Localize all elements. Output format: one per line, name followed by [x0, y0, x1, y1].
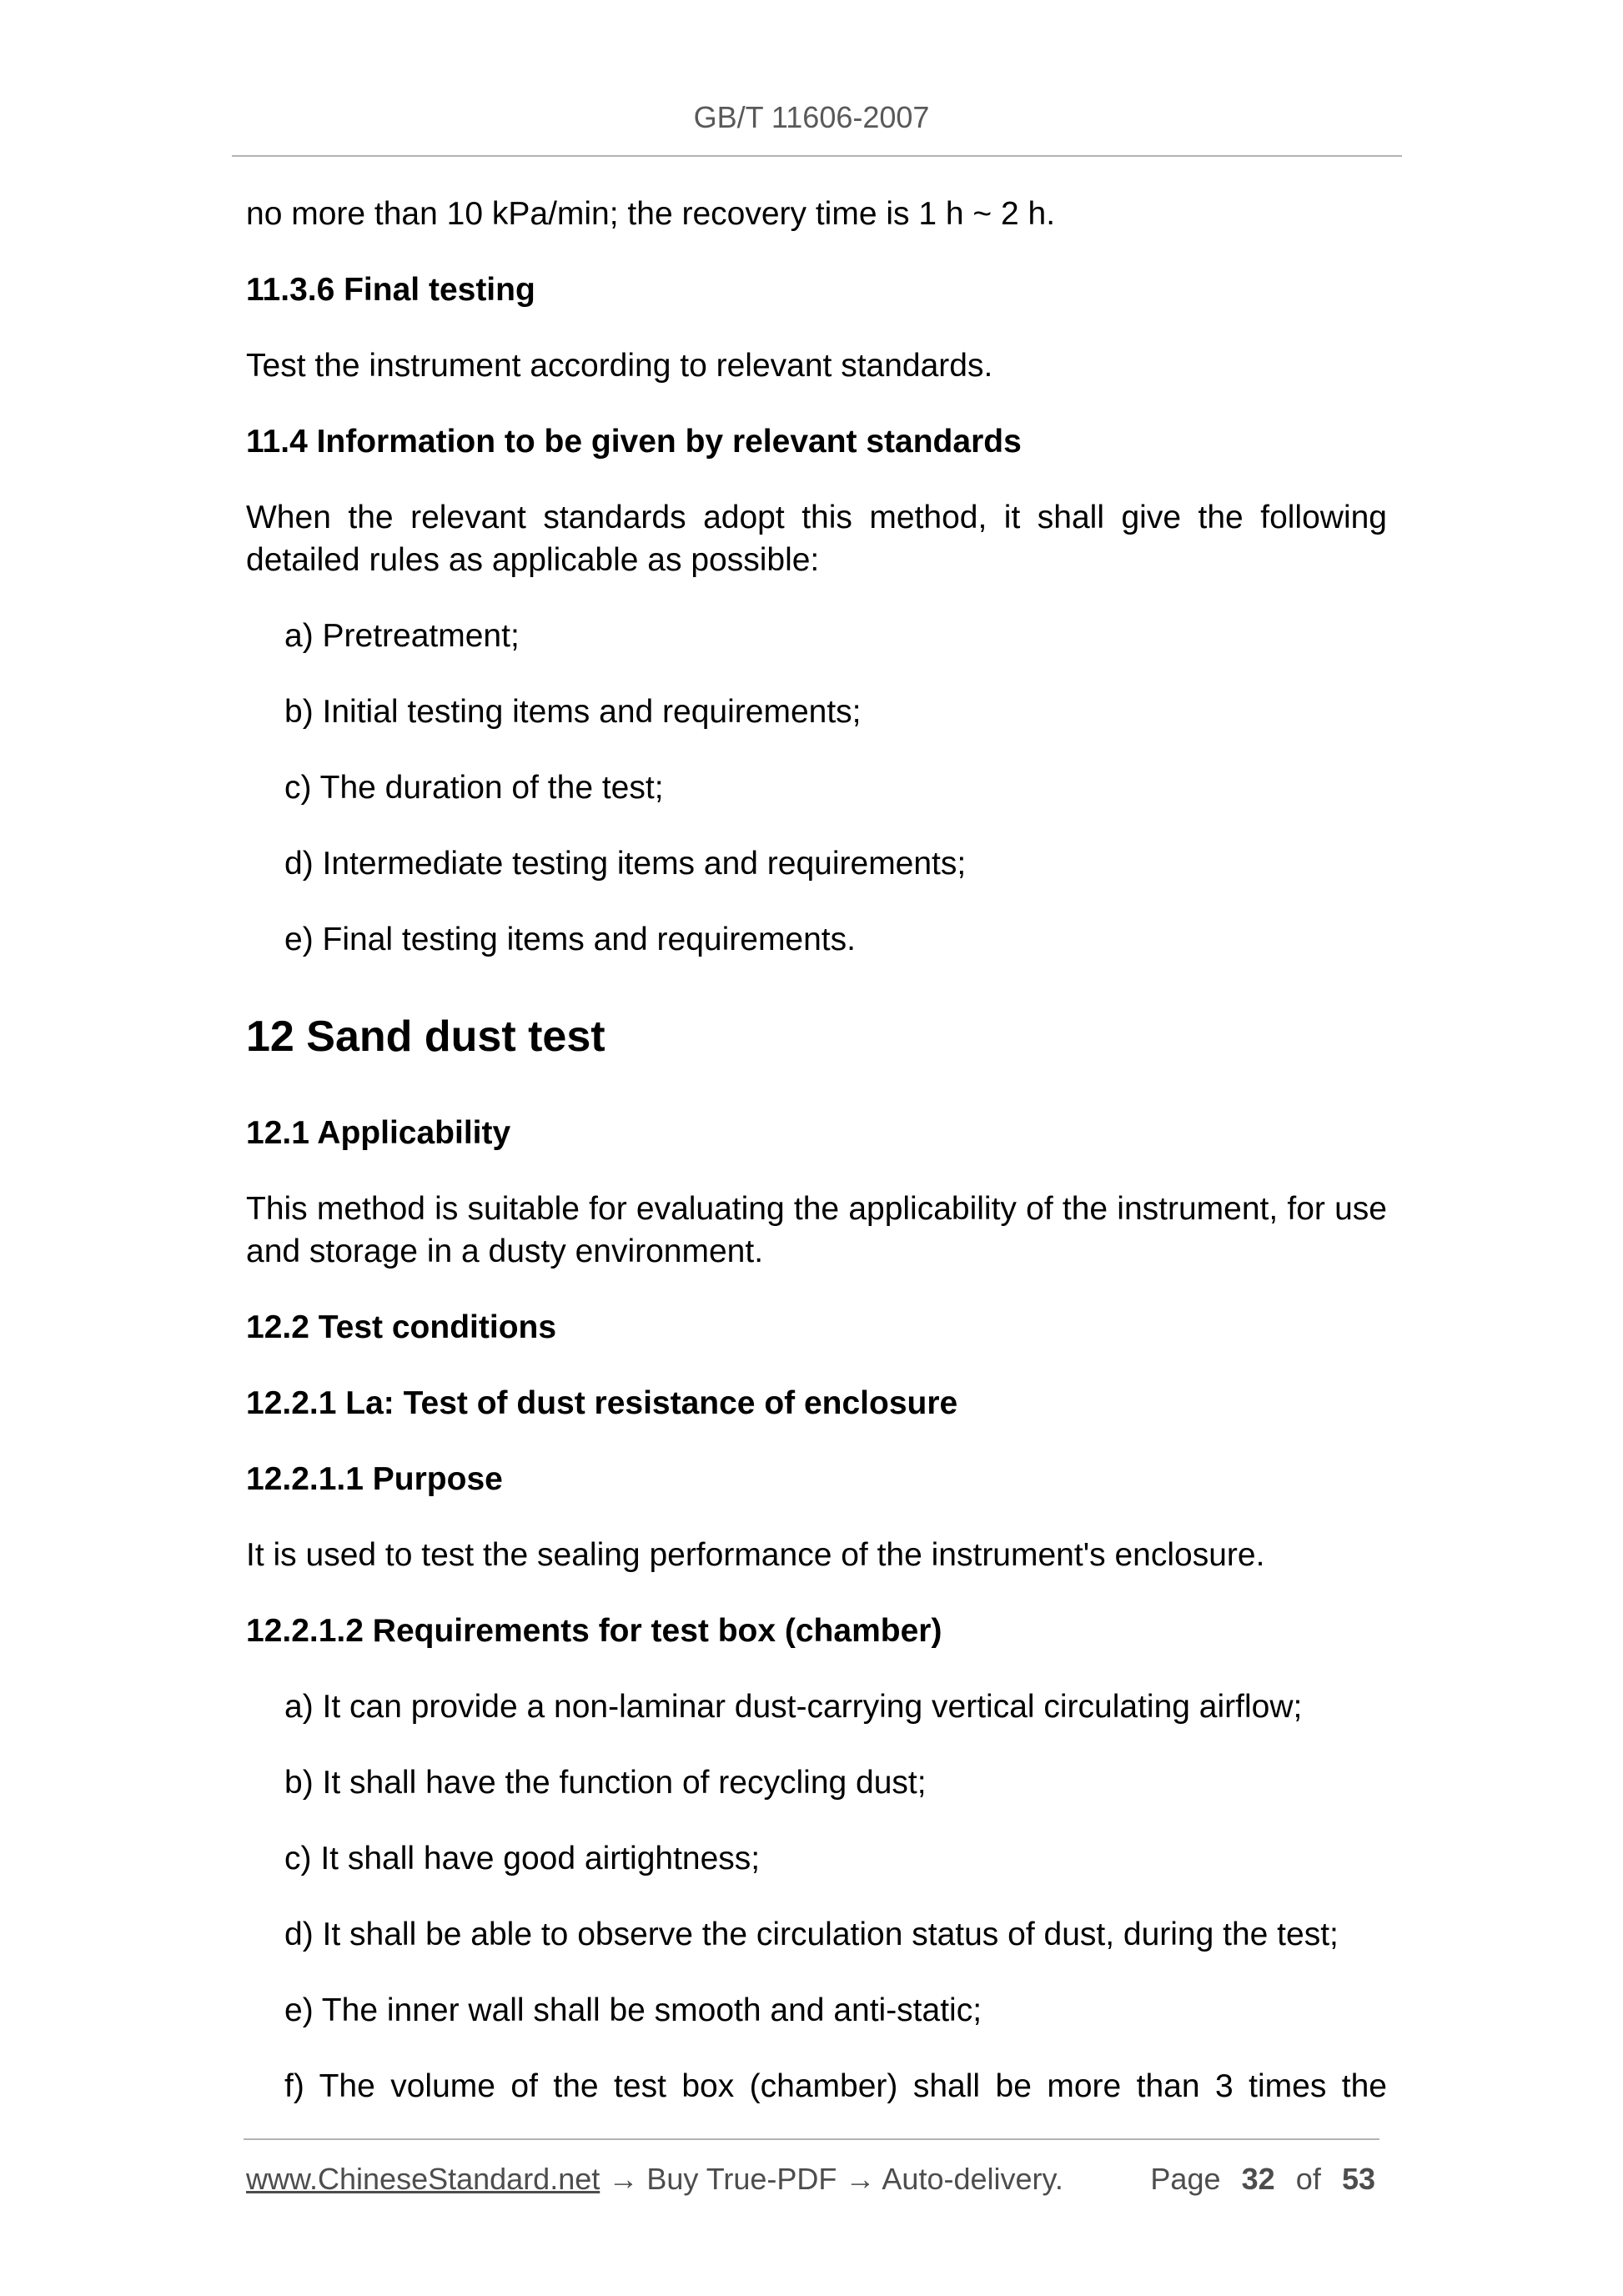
- chapter-heading-12: 12 Sand dust test: [246, 1012, 605, 1061]
- footer-promo-line: [246, 2161, 1063, 2198]
- list-item-12-2-1-2-b: b) It shall have the function of recycling dust;: [284, 1764, 927, 1801]
- heading-11-4: 11.4 Information to be given by relevant standards: [246, 423, 1022, 460]
- paragraph-11-3-6: Test the instrument according to relevant standards.: [246, 347, 993, 384]
- paragraph-12-1: [246, 1188, 1387, 1273]
- heading-12-2-1-2: 12.2.1.2 Requirements for test box (chamber): [246, 1612, 942, 1649]
- paragraph-line: When the relevant standards adopt this method, it shall give the following: [246, 499, 1387, 535]
- list-item-12-2-1-2-c: c) It shall have good airtightness;: [284, 1840, 761, 1876]
- list-item-11-4-a: a) Pretreatment;: [284, 617, 520, 654]
- page-label: Page: [1150, 2162, 1221, 2196]
- list-item-12-2-1-2-a: a) It can provide a non-laminar dust-carrying vertical circulating airflow;: [284, 1688, 1303, 1725]
- list-item-12-2-1-2-e: e) The inner wall shall be smooth and anti-static;: [284, 1992, 982, 2028]
- header-divider: [232, 155, 1402, 157]
- current-page-number: 32: [1241, 2162, 1275, 2196]
- list-item-11-4-b: b) Initial testing items and requirements;: [284, 693, 862, 730]
- paragraph-line: This method is suitable for evaluating the applicability of the instrument, for use: [246, 1190, 1387, 1227]
- paragraph-line: and storage in a dusty environment.: [246, 1233, 764, 1269]
- paragraph-12-2-1-1: It is used to test the sealing performance of the instrument's enclosure.: [246, 1536, 1265, 1573]
- site-link[interactable]: www.ChineseStandard.net: [246, 2162, 600, 2196]
- total-page-count: 53: [1341, 2162, 1375, 2196]
- page-of-label: of: [1295, 2162, 1321, 2196]
- heading-11-3-6: 11.3.6 Final testing: [246, 271, 535, 308]
- footer-promo-text: → Buy True-PDF → Auto-delivery.: [608, 2162, 1063, 2196]
- paragraph-line: detailed rules as applicable as possible:: [246, 541, 820, 578]
- heading-12-2-1: 12.2.1 La: Test of dust resistance of enclosure: [246, 1384, 958, 1421]
- heading-12-2-1-1: 12.2.1.1 Purpose: [246, 1460, 503, 1497]
- heading-12-1: 12.1 Applicability: [246, 1114, 511, 1151]
- footer-divider: [244, 2138, 1379, 2140]
- page-content: [246, 193, 1387, 2141]
- list-item-12-2-1-2-d: d) It shall be able to observe the circulation status of dust, during the test;: [284, 1916, 1339, 1952]
- paragraph-11-4-intro: [246, 496, 1387, 581]
- list-item-11-4-e: e) Final testing items and requirements.: [284, 921, 856, 957]
- continuation-paragraph: no more than 10 kPa/min; the recovery time is 1 h ~ 2 h.: [246, 195, 1056, 232]
- page-indicator: [1150, 2161, 1375, 2198]
- list-item-12-2-1-2-f: f) The volume of the test box (chamber) shall be more than 3 times the: [284, 2067, 1387, 2104]
- list-item-11-4-d: d) Intermediate testing items and requirements;: [284, 845, 967, 882]
- heading-12-2: 12.2 Test conditions: [246, 1309, 557, 1345]
- document-number-header: GB/T 11606-2007: [693, 100, 930, 134]
- list-item-11-4-c: c) The duration of the test;: [284, 769, 664, 806]
